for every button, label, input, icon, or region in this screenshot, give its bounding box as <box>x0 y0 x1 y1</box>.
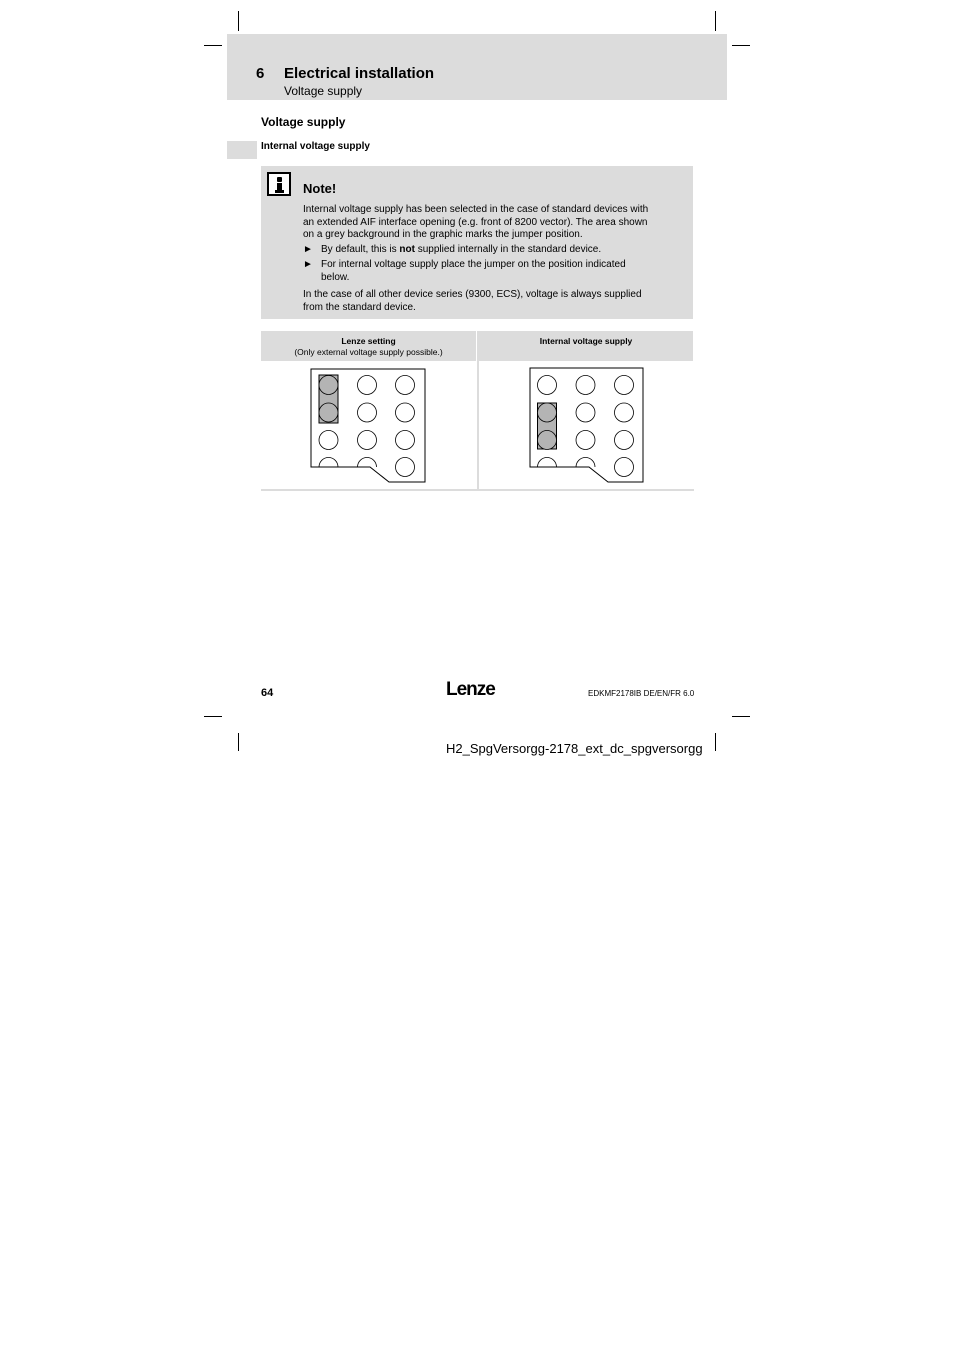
bullet-item-default: By default, this is not supplied internally in the standard device. <box>321 244 602 255</box>
crop-mark-bottom-right-vertical <box>715 733 716 751</box>
crop-mark-top-right-horizontal <box>732 45 750 46</box>
bullet-arrow-icon: ► <box>303 244 313 255</box>
note-box <box>261 166 693 319</box>
table-divider <box>477 331 479 490</box>
bullet-item-jumper: For internal voltage supply place the jumper on the position indicated below. <box>321 259 626 283</box>
document-code: EDKMF2178IB DE/EN/FR 6.0 <box>588 689 695 698</box>
lenze-logo: Lenze <box>446 679 495 700</box>
crop-mark-bottom-right-horizontal <box>732 716 750 717</box>
margin-marker <box>227 141 257 159</box>
file-name: H2_SpgVersorgg-2178_ext_dc_spgversorgg <box>446 741 703 756</box>
table-bottom-rule <box>261 489 694 491</box>
page-number: 64 <box>261 687 274 699</box>
note-line: Internal voltage supply has been selected in the case of standard devices with <box>303 204 649 215</box>
crop-mark-bottom-left-horizontal <box>204 716 222 717</box>
crop-mark-bottom-left-vertical <box>238 733 239 751</box>
note-title: Note! <box>303 181 337 196</box>
note-paragraph <box>303 204 683 242</box>
crop-mark-top-left-horizontal <box>204 45 222 46</box>
chapter-subtitle: Voltage supply <box>284 84 363 98</box>
crop-mark-top-left-vertical <box>238 11 239 31</box>
chapter-title: Electrical installation <box>284 65 435 82</box>
chapter-number: 6 <box>256 65 265 82</box>
table-header-lenze-setting: Lenze setting (Only external voltage supply possible.) <box>261 331 476 361</box>
table-header-internal-supply: Internal voltage supply <box>479 331 693 361</box>
jumper-diagram-internal-supply <box>519 364 659 488</box>
note-line: on a grey background in the graphic marks the jumper position. <box>303 229 583 240</box>
note-line: an extended AIF interface opening (e.g. front of 8200 vector). The area shown <box>303 216 648 228</box>
subsection-title: Internal voltage supply <box>261 141 370 152</box>
crop-mark-top-right-vertical <box>715 11 716 31</box>
section-title: Voltage supply <box>261 115 346 129</box>
note-paragraph-2: In the case of all other device series (9300, ECS), voltage is always supplied from the standard device. <box>303 289 642 313</box>
jumper-diagram-lenze-setting <box>300 364 440 488</box>
info-icon <box>267 172 291 196</box>
bullet-arrow-icon: ► <box>303 259 313 270</box>
